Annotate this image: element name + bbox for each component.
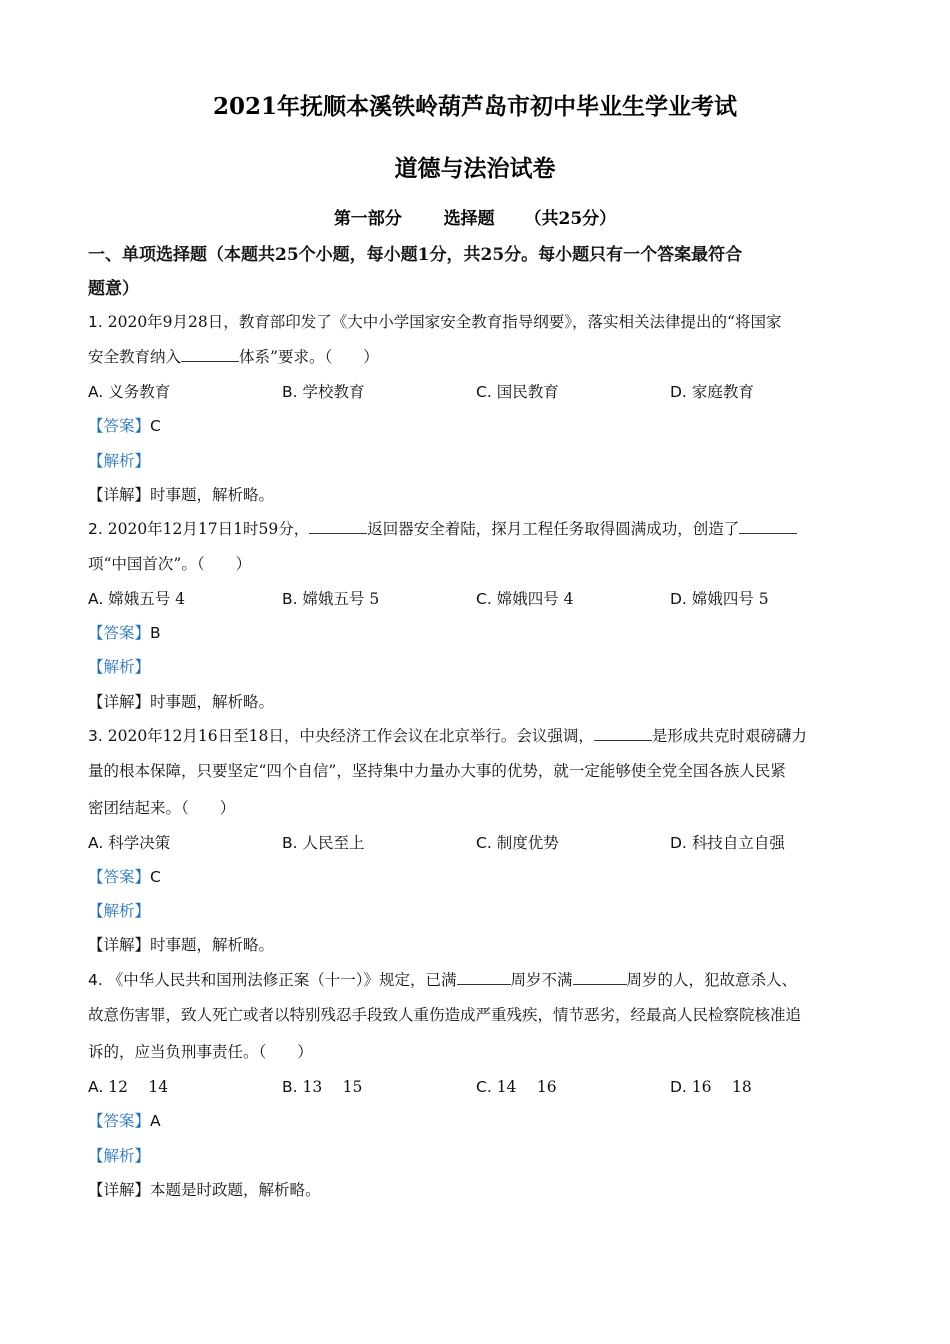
question-text: 项“中国首次”。（ ） xyxy=(88,555,252,573)
detail-text: 时事题，解析略。 xyxy=(150,486,275,504)
answer-blank xyxy=(457,970,511,985)
answer-value: C xyxy=(150,417,161,435)
question-number: 4. xyxy=(88,971,103,989)
option-c xyxy=(476,831,559,853)
option-key: B. xyxy=(282,1078,298,1096)
answer-blank xyxy=(181,347,239,362)
question-number: 3. xyxy=(88,727,103,745)
option-key: D. xyxy=(670,383,687,401)
question-1-line1 xyxy=(88,310,868,332)
option-text: 国民教育 xyxy=(496,383,559,401)
detail-label: 【详解】 xyxy=(88,486,151,504)
option-a xyxy=(88,1075,168,1097)
question-number: 2. xyxy=(88,520,103,538)
question-2-line1 xyxy=(88,517,868,539)
option-b xyxy=(282,1075,362,1097)
section-heading-line2: 题意） xyxy=(88,279,139,299)
answer-label: 【答案】 xyxy=(88,417,151,435)
answer-blank xyxy=(594,726,652,741)
detail-text: 时事题，解析略。 xyxy=(150,693,275,711)
option-key: A. xyxy=(88,834,104,852)
question-3-line2 xyxy=(88,759,868,781)
detail-text: 本题是时政题，解析略。 xyxy=(150,1181,321,1199)
analysis-label: 【解析】 xyxy=(88,902,151,920)
detail-line xyxy=(88,483,868,505)
question-3-line1 xyxy=(88,724,868,746)
analysis-label: 【解析】 xyxy=(88,658,151,676)
part-score: （共25分） xyxy=(524,209,617,229)
detail-line xyxy=(88,690,868,712)
answer-label: 【答案】 xyxy=(88,868,151,886)
option-b xyxy=(282,380,365,402)
part-name: 第一部分 xyxy=(333,209,402,229)
question-text: 2020年9月28日，教育部印发了《大中小学国家安全教育指导纲要》，落实相关法律提出的“将国家 xyxy=(107,313,782,331)
analysis-line xyxy=(88,449,868,471)
option-text: 16 18 xyxy=(691,1078,752,1096)
option-a xyxy=(88,587,185,609)
option-a xyxy=(88,831,170,853)
option-text: 人民至上 xyxy=(302,834,365,852)
answer-line xyxy=(88,414,868,436)
question-1-line2 xyxy=(88,345,868,367)
option-text: 嫦娥五号 5 xyxy=(302,590,380,608)
option-key: B. xyxy=(282,590,298,608)
question-text: 周岁的人，犯故意杀人、 xyxy=(626,971,798,989)
option-text: 义务教育 xyxy=(108,383,171,401)
question-text: 故意伤害罪，致人死亡或者以特别残忍手段致人重伤造成严重残疾，情节恶劣，经最高人民检察院核准追 xyxy=(88,1006,802,1024)
answer-label: 【答案】 xyxy=(88,1112,151,1130)
question-text: 是形成共克时艰磅礴力 xyxy=(651,727,807,745)
analysis-line xyxy=(88,1144,868,1166)
question-text: 量的根本保障，只要坚定“四个自信”，坚持集中力量办大事的优势，就一定能够使全党全国各族人民紧 xyxy=(88,762,786,780)
option-text: 嫦娥四号 5 xyxy=(691,590,769,608)
analysis-label: 【解析】 xyxy=(88,452,151,470)
question-number: 1. xyxy=(88,313,103,331)
option-d xyxy=(670,587,769,609)
detail-line xyxy=(88,1178,868,1200)
option-key: B. xyxy=(282,834,298,852)
option-text: 制度优势 xyxy=(496,834,559,852)
option-c xyxy=(476,380,559,402)
answer-value: B xyxy=(150,624,161,642)
option-d xyxy=(670,1075,752,1097)
option-c xyxy=(476,1075,557,1097)
question-text: 返回器安全着陆，探月工程任务取得圆满成功，创造了 xyxy=(367,520,740,538)
exam-title: 2021年抚顺本溪铁岭葫芦岛市初中毕业生学业考试 xyxy=(212,93,737,120)
detail-text: 时事题，解析略。 xyxy=(150,936,275,954)
analysis-label: 【解析】 xyxy=(88,1147,151,1165)
option-text: 家庭教育 xyxy=(691,383,754,401)
option-d xyxy=(670,380,754,402)
question-text: 2020年12月17日1时59分， xyxy=(107,520,310,538)
option-text: 14 16 xyxy=(496,1078,557,1096)
option-text: 13 15 xyxy=(302,1078,363,1096)
part-heading xyxy=(0,204,950,229)
option-key: C. xyxy=(476,1078,492,1096)
question-2-line2 xyxy=(88,552,868,574)
detail-line xyxy=(88,933,868,955)
question-text: 安全教育纳入 xyxy=(88,348,182,366)
option-key: B. xyxy=(282,383,298,401)
answer-line xyxy=(88,621,868,643)
answer-line xyxy=(88,865,868,887)
option-c xyxy=(476,587,573,609)
answer-value: A xyxy=(150,1112,161,1130)
option-text: 科技自立自强 xyxy=(691,834,785,852)
answer-blank xyxy=(573,970,627,985)
option-b xyxy=(282,587,379,609)
option-key: D. xyxy=(670,590,687,608)
question-4-line1 xyxy=(88,968,868,990)
answer-line xyxy=(88,1109,868,1131)
detail-label: 【详解】 xyxy=(88,1181,151,1199)
question-3-line3 xyxy=(88,796,868,818)
question-text: 密团结起来。（ ） xyxy=(88,799,236,817)
option-text: 嫦娥四号 4 xyxy=(496,590,574,608)
option-key: A. xyxy=(88,590,104,608)
exam-subtitle: 道德与法治试卷 xyxy=(394,155,556,182)
question-text: 2020年12月16日至18日，中央经济工作会议在北京举行。会议强调， xyxy=(107,727,594,745)
question-text: 体系”要求。（ ） xyxy=(239,348,379,366)
option-key: A. xyxy=(88,383,104,401)
part-type: 选择题 xyxy=(443,209,495,229)
option-text: 科学决策 xyxy=(108,834,171,852)
option-key: A. xyxy=(88,1078,104,1096)
answer-blank xyxy=(739,519,797,534)
question-text: 周岁不满 xyxy=(510,971,573,989)
option-d xyxy=(670,831,785,853)
detail-label: 【详解】 xyxy=(88,693,151,711)
option-text: 嫦娥五号 4 xyxy=(108,590,185,608)
question-text: 诉的，应当负刑事责任。（ ） xyxy=(88,1043,313,1061)
answer-blank xyxy=(309,519,367,534)
option-text: 12 14 xyxy=(108,1078,169,1096)
analysis-line xyxy=(88,899,868,921)
analysis-line xyxy=(88,655,868,677)
option-key: C. xyxy=(476,834,492,852)
question-text: 《中华人民共和国刑法修正案（十一）》规定，已满 xyxy=(107,971,457,989)
answer-value: C xyxy=(150,868,161,886)
question-4-line3 xyxy=(88,1040,868,1062)
section-heading-line1: 一、单项选择题（本题共25个小题，每小题1分，共25分。每小题只有一个答案最符合 xyxy=(88,245,743,265)
option-key: D. xyxy=(670,1078,687,1096)
option-a xyxy=(88,380,170,402)
option-key: C. xyxy=(476,590,492,608)
option-key: D. xyxy=(670,834,687,852)
option-b xyxy=(282,831,365,853)
question-4-line2 xyxy=(88,1003,868,1025)
answer-label: 【答案】 xyxy=(88,624,151,642)
detail-label: 【详解】 xyxy=(88,936,151,954)
option-text: 学校教育 xyxy=(302,383,365,401)
option-key: C. xyxy=(476,383,492,401)
